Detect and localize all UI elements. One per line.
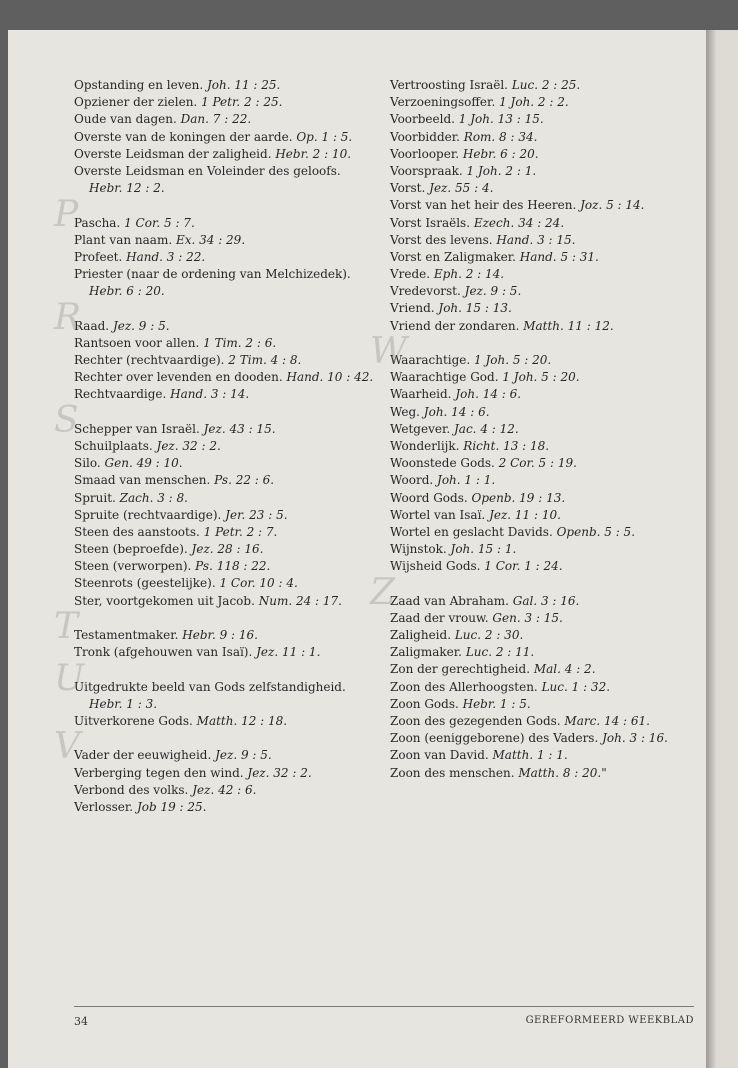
entry-name: Zoon des Allerhoogsten.	[390, 679, 542, 694]
entry-name: Verbond des volks.	[74, 782, 193, 797]
entry-name: Wijnstok.	[390, 542, 451, 557]
bible-reference: Ps. 118 : 22.	[195, 559, 271, 574]
entry-name: Schepper van Israël.	[74, 421, 204, 436]
entry-name: Zoon (eeniggeborene) des Vaders.	[390, 731, 603, 746]
index-entry	[390, 593, 700, 610]
index-entry	[74, 679, 384, 696]
index-entry	[390, 129, 700, 146]
index-entry	[390, 541, 700, 558]
index-entry	[74, 146, 384, 163]
index-entry	[74, 318, 384, 335]
bible-reference: Matth. 1 : 1.	[492, 748, 568, 763]
bible-reference: Matth. 12 : 18.	[196, 713, 288, 728]
index-entry	[74, 111, 384, 128]
entry-name: Steen (verworpen).	[74, 559, 196, 574]
index-entry	[390, 197, 700, 214]
bible-reference: Luc. 1 : 32.	[541, 679, 611, 694]
decorative-initial: U	[54, 657, 85, 699]
index-entry	[390, 765, 700, 782]
index-entry	[74, 524, 384, 541]
index-entry	[390, 524, 700, 541]
bible-reference: Joh. 15 : 1.	[450, 542, 517, 557]
decorative-initial: Z	[370, 571, 396, 613]
entry-name: Rechter (rechtvaardige).	[74, 353, 229, 367]
bible-reference: 1 Petr. 2 : 25.	[201, 95, 283, 110]
bible-reference: Hand. 5 : 31.	[519, 249, 599, 264]
bible-reference: Jez. 42 : 6.	[192, 782, 257, 797]
bible-reference: Ps. 22 : 6.	[214, 473, 275, 488]
entry-name: Testamentmaker.	[74, 628, 183, 642]
index-entry	[390, 215, 700, 232]
section-gap	[74, 300, 384, 317]
bible-reference: Dan. 7 : 22.	[180, 112, 252, 127]
footer-rule	[74, 1006, 694, 1007]
bible-reference: Joh. 15 : 13.	[438, 301, 512, 316]
bible-reference: Hebr. 6 : 20.	[462, 146, 539, 161]
entry-name: Raad.	[74, 318, 113, 333]
bible-reference: Op. 1 : 5.	[296, 129, 353, 144]
index-entry	[74, 77, 384, 94]
index-entry	[390, 318, 700, 335]
bible-reference: Ezech. 34 : 24.	[473, 215, 565, 230]
entry-name: Zaligmaker.	[390, 645, 466, 660]
entry-group	[54, 296, 384, 404]
index-entry	[74, 575, 384, 592]
index-entry	[390, 713, 700, 730]
index-entry	[390, 472, 700, 489]
index-entry	[74, 455, 384, 472]
index-entry	[390, 455, 700, 472]
index-entry	[390, 300, 700, 317]
bible-reference: Gal. 3 : 16.	[512, 593, 580, 608]
index-entry	[74, 180, 384, 197]
entry-group	[54, 193, 384, 301]
entry-name: Voorbidder.	[390, 129, 464, 144]
entry-name: Vorst des levens.	[390, 232, 497, 247]
index-entry	[74, 215, 384, 232]
entry-name: Overste Leidsman en Voleinder des geloofs.	[74, 163, 341, 178]
index-entry	[390, 730, 700, 747]
entry-name: Silo.	[74, 456, 105, 471]
bible-reference: Jer. 23 : 5.	[225, 507, 288, 522]
bible-reference: Jac. 4 : 12.	[454, 421, 519, 436]
journal-title: GEREFORMEERD WEEKBLAD	[525, 1015, 694, 1026]
index-entry	[390, 111, 700, 128]
bible-reference: Mal. 4 : 2.	[533, 662, 596, 677]
entry-name: Rechter over levenden en dooden.	[74, 370, 287, 385]
index-entry	[390, 369, 700, 386]
entry-group	[74, 77, 384, 197]
index-entry	[390, 94, 700, 111]
entry-group	[54, 606, 384, 661]
bible-reference: Luc. 2 : 11.	[465, 645, 535, 660]
section-gap	[74, 730, 384, 747]
index-entry	[74, 782, 384, 799]
entry-name: Schuilplaats.	[74, 438, 157, 453]
index-entry	[390, 249, 700, 266]
index-entry	[74, 558, 384, 575]
bible-reference: Joh. 11 : 25.	[206, 78, 281, 92]
entry-name: Priester (naar de ordening van Melchizedek).	[74, 267, 351, 282]
entry-name: Woord.	[390, 473, 438, 488]
entry-name: Zon der gerechtigheid.	[390, 662, 534, 677]
bible-reference: Jez. 32 : 2.	[247, 765, 312, 780]
index-entry	[390, 438, 700, 455]
index-entry	[390, 232, 700, 249]
left-column	[54, 77, 384, 816]
entry-name: Vriend der zondaren.	[390, 318, 524, 333]
entry-name: Voorbeeld.	[390, 112, 459, 127]
section-gap	[390, 335, 700, 352]
entry-name: Profeet.	[74, 249, 127, 264]
index-entry	[74, 713, 384, 730]
bible-reference: Hand. 3 : 22.	[126, 249, 206, 264]
bible-reference: Jez. 9 : 5.	[464, 284, 522, 299]
index-entry	[390, 696, 700, 713]
bible-reference: Jez. 11 : 1.	[256, 645, 321, 660]
index-entry	[390, 266, 700, 283]
index-entry	[74, 593, 384, 610]
bible-reference: Hebr. 12 : 2.	[89, 181, 165, 196]
section-gap	[74, 404, 384, 421]
index-entry	[74, 472, 384, 489]
bible-reference: Openb. 19 : 13.	[471, 490, 566, 505]
index-entry	[74, 163, 384, 180]
entry-name: Oude van dagen.	[74, 112, 181, 127]
entry-name: Spruit.	[74, 490, 120, 505]
bible-reference: Joh. 14 : 6.	[423, 404, 490, 419]
index-entry	[390, 558, 700, 575]
entry-name: Uitgedrukte beeld van Gods zelfstandigheid.	[74, 679, 346, 694]
bible-reference: Openb. 5 : 5.	[556, 524, 636, 539]
bible-reference: Gen. 3 : 15.	[492, 610, 563, 625]
index-entry	[390, 386, 700, 403]
decorative-initial: R	[54, 296, 82, 338]
bible-reference: Joh. 14 : 6.	[455, 387, 522, 402]
entry-name: Spruite (rechtvaardige).	[74, 507, 226, 522]
index-entry	[390, 352, 700, 369]
decorative-initial: V	[54, 726, 80, 768]
bible-reference: Hebr. 2 : 10.	[275, 146, 352, 161]
entry-name: Vertroosting Israël.	[390, 78, 512, 92]
index-entry	[74, 129, 384, 146]
entry-name: Waarachtige.	[390, 353, 475, 367]
index-entry	[74, 232, 384, 249]
bible-reference: Richt. 13 : 18.	[463, 438, 550, 453]
entry-group	[370, 331, 700, 575]
index-entry	[74, 335, 384, 352]
entry-name: Steen des aanstoots.	[74, 524, 204, 539]
index-entry	[390, 490, 700, 507]
decorative-initial: S	[54, 399, 79, 441]
entry-name: Vader der eeuwigheid.	[74, 748, 216, 763]
bible-reference: Hebr. 1 : 5.	[462, 696, 531, 711]
bible-reference: 1 Tim. 2 : 6.	[203, 335, 277, 350]
bible-reference: 2 Cor. 5 : 19.	[498, 456, 577, 471]
entry-name: Verzoeningsoffer.	[390, 95, 500, 110]
section-gap	[74, 197, 384, 214]
index-entry	[390, 627, 700, 644]
bible-reference: Jez. 9 : 5.	[215, 748, 272, 763]
index-entry	[74, 765, 384, 782]
bible-reference: Hand. 10 : 42.	[286, 370, 374, 385]
entry-name: Steen (beproefde).	[74, 542, 192, 557]
entry-name: Waarheid.	[390, 387, 456, 402]
entry-group	[370, 571, 700, 782]
index-entry	[390, 679, 700, 696]
entry-name: Zoon Gods.	[390, 696, 463, 711]
entry-name: Vrede.	[390, 267, 434, 282]
bible-reference: 1 Petr. 2 : 7.	[203, 524, 278, 539]
bible-reference: Jez. 11 : 10.	[489, 507, 561, 522]
bible-reference: Hebr. 1 : 3.	[89, 696, 158, 711]
index-entry	[390, 404, 700, 421]
index-entry	[74, 283, 384, 300]
document-page	[8, 30, 706, 1068]
entry-name: Rechtvaardige.	[74, 387, 171, 402]
entry-name: Ster, voortgekomen uit Jacob.	[74, 593, 259, 608]
index-entry	[74, 507, 384, 524]
index-entry	[74, 352, 384, 369]
bible-reference: Joh. 3 : 16.	[602, 731, 668, 746]
index-entry	[74, 627, 384, 644]
bible-reference: 1 Joh. 2 : 2.	[499, 95, 569, 110]
right-column	[370, 77, 700, 782]
index-entry	[390, 421, 700, 438]
bible-reference: 1 Cor. 5 : 7.	[124, 215, 195, 230]
entry-name: Verlosser.	[74, 799, 137, 814]
page-number: 34	[74, 1015, 88, 1028]
entry-name: Pascha.	[74, 215, 125, 230]
bible-reference: Num. 24 : 17.	[258, 593, 342, 608]
index-entry	[74, 541, 384, 558]
index-entry	[74, 644, 384, 661]
entry-name: Vorst en Zaligmaker.	[390, 249, 520, 264]
entry-name: Wortel en geslacht Davids.	[390, 524, 557, 539]
bible-reference: Eph. 2 : 14.	[433, 267, 505, 282]
bible-reference: Matth. 8 : 20."	[518, 765, 607, 780]
index-entry	[74, 421, 384, 438]
bible-reference: Jez. 43 : 15.	[203, 421, 276, 436]
bible-reference: Job 19 : 25.	[136, 799, 207, 814]
index-entry	[74, 249, 384, 266]
entry-name: Opziener der zielen.	[74, 95, 202, 110]
bible-reference: Luc. 2 : 25.	[511, 78, 581, 92]
entry-name: Zaligheid.	[390, 628, 455, 642]
entry-name: Opstanding en leven.	[74, 78, 207, 92]
bible-reference: 1 Joh. 5 : 20.	[502, 370, 580, 385]
entry-name: Zaad der vrouw.	[390, 610, 493, 625]
index-entry	[390, 180, 700, 197]
bible-reference: Joh. 1 : 1.	[437, 473, 496, 488]
entry-name: Woord Gods.	[390, 490, 472, 505]
entry-name: Voorlooper.	[390, 146, 463, 161]
index-entry	[390, 610, 700, 627]
bible-reference: Jez. 9 : 5.	[112, 318, 170, 333]
decorative-initial: W	[370, 331, 408, 372]
entry-name: Overste Leidsman der zaligheid.	[74, 146, 276, 161]
decorative-initial: T	[54, 606, 79, 647]
section-gap	[74, 610, 384, 627]
entry-group	[54, 657, 384, 731]
index-entry	[74, 490, 384, 507]
bible-reference: Jez. 28 : 16.	[191, 542, 264, 557]
entry-name: Weg.	[390, 404, 424, 419]
bible-reference: Hand. 3 : 15.	[496, 232, 576, 247]
index-entry	[390, 163, 700, 180]
entry-name: Plant van naam.	[74, 232, 176, 247]
entry-name: Overste van de koningen der aarde.	[74, 129, 297, 144]
facing-page-edge	[716, 30, 738, 1068]
index-entry	[390, 283, 700, 300]
entry-group	[54, 726, 384, 816]
index-entry	[390, 747, 700, 764]
bible-reference: 1 Joh. 5 : 20.	[474, 353, 552, 367]
entry-name: Vriend.	[390, 301, 439, 316]
entry-name: Waarachtige God.	[390, 370, 503, 385]
index-entry	[74, 799, 384, 816]
bible-reference: Hand. 3 : 14.	[170, 387, 250, 402]
entry-name: Zoon des menschen.	[390, 765, 519, 780]
index-entry	[74, 386, 384, 403]
binding-gutter	[706, 30, 716, 1068]
entry-name: Rantsoen voor allen.	[74, 335, 204, 350]
index-entry	[74, 747, 384, 764]
entry-name: Voorspraak.	[390, 163, 467, 178]
entry-name: Wonderlijk.	[390, 438, 464, 453]
bible-reference: Jez. 55 : 4.	[429, 181, 494, 196]
bible-reference: Luc. 2 : 30.	[454, 628, 524, 642]
bible-reference: Rom. 8 : 34.	[463, 129, 538, 144]
entry-name: Zoon des gezegenden Gods.	[390, 713, 565, 728]
bible-reference: Hebr. 6 : 20.	[89, 284, 165, 299]
decorative-initial: P	[54, 193, 79, 235]
section-gap	[74, 661, 384, 678]
index-entry	[390, 77, 700, 94]
bible-reference: Jez. 32 : 2.	[156, 438, 221, 453]
bible-reference: Matth. 11 : 12.	[523, 318, 614, 333]
entry-name: Steenrots (geestelijke).	[74, 576, 220, 591]
entry-name: Vredevorst.	[390, 284, 465, 299]
entry-group	[390, 77, 700, 335]
entry-name: Wetgever.	[390, 421, 454, 436]
bible-reference: 2 Tim. 4 : 8.	[228, 353, 302, 367]
entry-name: Wijsheid Gods.	[390, 559, 485, 574]
entry-name: Zoon van David.	[390, 748, 493, 763]
bible-reference: 1 Cor. 10 : 4.	[219, 576, 298, 591]
index-entry	[74, 438, 384, 455]
bible-reference: Marc. 14 : 61.	[564, 713, 650, 728]
index-entry	[74, 369, 384, 386]
index-entry	[390, 507, 700, 524]
bible-reference: Zach. 3 : 8.	[119, 490, 188, 505]
index-entry	[74, 696, 384, 713]
entry-name: Tronk (afgehouwen van Isaï).	[74, 645, 257, 660]
entry-name: Vorst van het heir des Heeren.	[390, 198, 581, 213]
index-entry	[390, 146, 700, 163]
bible-reference: 1 Cor. 1 : 24.	[484, 559, 563, 574]
index-entry	[74, 266, 384, 283]
index-entry	[390, 644, 700, 661]
section-gap	[390, 575, 700, 592]
entry-name: Vorst.	[390, 181, 430, 196]
entry-name: Smaad van menschen.	[74, 473, 215, 488]
bible-reference: 1 Joh. 2 : 1.	[466, 163, 537, 178]
entry-name: Uitverkorene Gods.	[74, 713, 197, 728]
bible-reference: Joz. 5 : 14.	[580, 198, 645, 213]
bible-reference: Ex. 34 : 29.	[175, 232, 246, 247]
index-entry	[74, 94, 384, 111]
entry-name: Vorst Israëls.	[390, 215, 474, 230]
entry-name: Woonstede Gods.	[390, 456, 499, 471]
bible-reference: 1 Joh. 13 : 15.	[458, 112, 544, 127]
entry-name: Zaad van Abraham.	[390, 593, 513, 608]
bible-reference: Gen. 49 : 10.	[104, 456, 183, 471]
entry-name: Verberging tegen den wind.	[74, 765, 248, 780]
index-entry	[390, 661, 700, 678]
entry-name: Wortel van Isaï.	[390, 507, 490, 522]
entry-group	[54, 399, 384, 610]
bible-reference: Hebr. 9 : 16.	[182, 628, 258, 642]
